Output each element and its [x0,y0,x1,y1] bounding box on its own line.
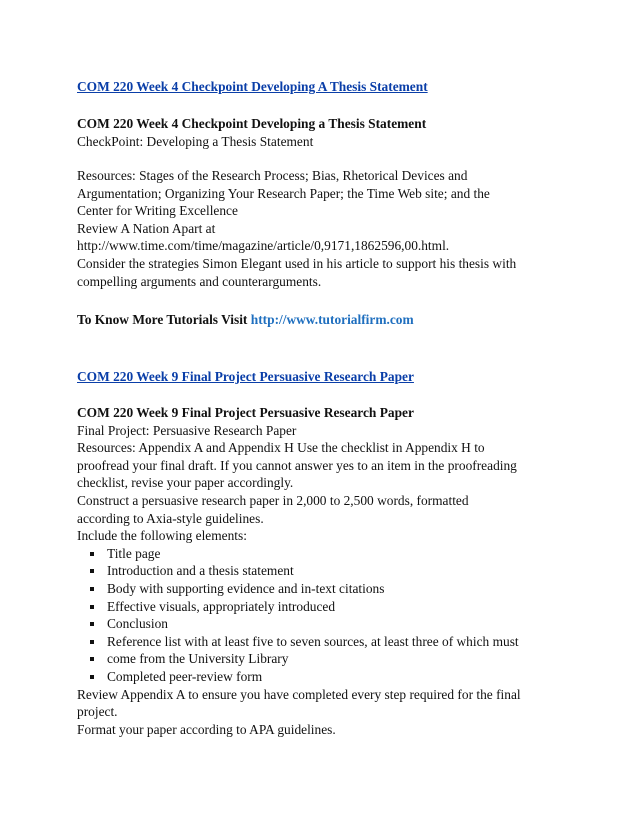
bullet-square-icon [90,657,94,661]
bullet-square-icon [90,675,94,679]
list-item: Effective visuals, appropriately introduced [77,598,577,616]
week4-title-link[interactable]: COM 220 Week 4 Checkpoint Developing A Thesis Statement [77,79,428,94]
bullet-square-icon [90,605,94,609]
week4-paragraph [77,167,577,290]
paragraph-line: checklist, revise your paper accordingly. [77,475,294,491]
bullet-square-icon [90,622,94,626]
paragraph-line: Center for Writing Excellence [77,203,238,219]
paragraph-line: Resources: Stages of the Research Process; Bias, Rhetorical Devices and [77,168,468,183]
list-item: Completed peer-review form [77,668,577,686]
list-item: Reference list with at least five to seven sources, at least three of which must [77,633,577,651]
paragraph-line: Review Appendix A to ensure you have completed every step required for the final [77,686,521,702]
paragraph-line: compelling arguments and counterarguments. [77,273,322,289]
section-week9 [77,368,577,386]
paragraph-line: Construct a persuasive research paper in 2,000 to 2,500 words, formatted [77,492,469,508]
more-tutorials [77,311,577,329]
paragraph-line: Final Project: Persuasive Research Paper [77,422,297,438]
paragraph-line: Argumentation; Organizing Your Research Paper; the Time Web site; and the [77,185,490,201]
paragraph-line: proofread your final draft. If you cannot answer yes to an item in the proofreading [77,457,517,473]
week9-body [77,404,577,738]
paragraph-line: Include the following elements: [77,528,247,544]
paragraph-line: Format your paper according to APA guidelines. [77,721,336,737]
list-item: Title page [77,545,577,563]
paragraph-line: Resources: Appendix A and Appendix H Use the checklist in Appendix H to [77,440,485,456]
list-item: Conclusion [77,615,577,633]
list-item: Introduction and a thesis statement [77,562,577,580]
more-tutorials-label: To Know More Tutorials Visit [77,312,248,327]
bullet-square-icon [90,587,94,591]
week9-title-link[interactable]: COM 220 Week 9 Final Project Persuasive Research Paper [77,369,414,384]
week4-heading: COM 220 Week 4 Checkpoint Developing a Thesis Statement [77,116,427,131]
list-item: come from the University Library [77,650,577,668]
paragraph-line: according to Axia-style guidelines. [77,510,264,526]
section-week4 [77,78,577,96]
paragraph-line: project. [77,704,118,720]
tutorialfirm-link[interactable]: http://www.tutorialfirm.com [250,312,414,327]
list-item: Body with supporting evidence and in-text citations [77,580,577,598]
elements-list [77,545,577,686]
week4-subheading: CheckPoint: Developing a Thesis Statement [77,133,314,149]
article-url-line: http://www.time.com/time/magazine/article/0,9171,1862596,00.html. [77,238,450,254]
bullet-square-icon [90,569,94,573]
paragraph-line: Consider the strategies Simon Elegant used in his article to support his thesis with [77,255,517,271]
bullet-square-icon [90,640,94,644]
week9-heading: COM 220 Week 9 Final Project Persuasive Research Paper [77,405,414,420]
bullet-square-icon [90,552,94,556]
week4-body [77,115,577,150]
paragraph-line: Review A Nation Apart at [77,220,216,236]
